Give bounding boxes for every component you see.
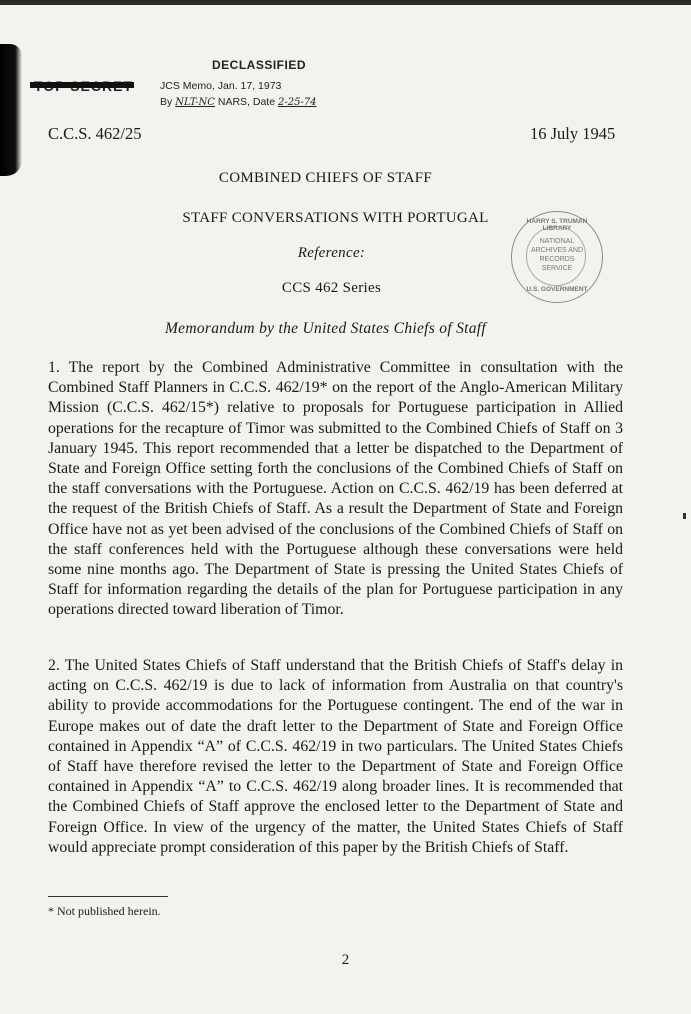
seal-line: RECORDS bbox=[539, 256, 575, 263]
paragraph-1: 1. The report by the Combined Administrative Committee in consultation with the Combined Staff Planners in C.C.S. 462/19* on the report of the Anglo-American Military Mission (C.C.S. 462/15*) relative to proposals for Portuguese participation in Allied operations for the recapture of Timor was submitted to the Combined Chiefs of Staff on 3 January 1945. This report recommended that a letter be dispatched to the Department of State and Foreign Office setting forth the conclusions of the Combined Chiefs of Staff on the staff conversations with the Portuguese. Action on C.C.S. 462/19 has been deferred at the request of the British Chiefs of Staff. As a result the Department of State and Foreign Office have not as yet been advised of the conclusions of the Combined Chiefs of Staff on the staff conferences held with the Portuguese although these conversations were held some nine months ago. The Department of State is pressing the United States Chiefs of Staff for information regarding the details of the plan for Portuguese participation in any operations directed toward liberation of Timor. bbox=[48, 359, 623, 619]
seal-ring-top: HARRY S. TRUMAN LIBRARY bbox=[526, 218, 588, 232]
seal-center-text bbox=[526, 237, 588, 273]
binding-shadow bbox=[0, 44, 22, 176]
footnote-rule bbox=[48, 896, 168, 897]
page-number: 2 bbox=[341, 952, 350, 968]
document-date: 16 July 1945 bbox=[530, 124, 616, 143]
declassified-by-signature: NLT-NC bbox=[175, 97, 215, 108]
seal-line: NATIONAL bbox=[539, 238, 575, 245]
heading-reference-label: Reference: bbox=[297, 245, 366, 261]
footnote: * Not published herein. bbox=[48, 904, 161, 918]
paragraph-2: 2. The United States Chiefs of Staff understand that the British Chiefs of Staff's delay in acting on C.C.S. 462/19 is due to lack of information from Australia on that country's ability to provide accommodations for the Portuguese contingent. The end of the war in Europe makes out of date the draft letter to the Department of State and Foreign Office contained in Appendix “A” of C.C.S. 462/19 in two particulars. The United States Chiefs of Staff have therefore revised the letter to the Department of State and Foreign Office contained in Appendix “A” to C.C.S. 462/19 along broader lines. It is recommended that the Combined Chiefs of Staff approve the enclosed letter to the Department of State and Foreign Office. In view of the urgency of the matter, the United States Chiefs of Staff would appreciate prompt consideration of this paper by the British Chiefs of Staff. bbox=[48, 657, 623, 856]
heading-reference-series: CCS 462 Series bbox=[281, 280, 382, 296]
top-secret-marking bbox=[34, 78, 133, 94]
heading-subject: STAFF CONVERSATIONS WITH PORTUGAL bbox=[182, 210, 489, 226]
seal-ring-bottom: U.S. GOVERNMENT bbox=[526, 286, 588, 293]
declassified-by-line bbox=[160, 96, 317, 108]
declassified-memo-line: JCS Memo, Jan. 17, 1973 bbox=[160, 80, 282, 92]
declassified-by-label: By bbox=[160, 96, 173, 108]
seal-line: SERVICE bbox=[541, 265, 573, 272]
top-secret-strikethrough bbox=[30, 82, 134, 88]
declassified-nars-label: NARS, Date bbox=[217, 96, 276, 108]
heading-memorandum: Memorandum by the United States Chiefs of Staff bbox=[164, 320, 487, 337]
scan-speck bbox=[683, 513, 686, 519]
page-top-edge bbox=[0, 0, 691, 5]
truman-library-seal bbox=[511, 211, 603, 303]
document-id: C.C.S. 462/25 bbox=[48, 124, 142, 143]
declassified-title: DECLASSIFIED bbox=[212, 58, 307, 72]
declassified-date-signature: 2-25-74 bbox=[277, 97, 317, 108]
seal-line: ARCHIVES AND bbox=[530, 247, 584, 254]
heading-body: COMBINED CHIEFS OF STAFF bbox=[218, 170, 433, 186]
